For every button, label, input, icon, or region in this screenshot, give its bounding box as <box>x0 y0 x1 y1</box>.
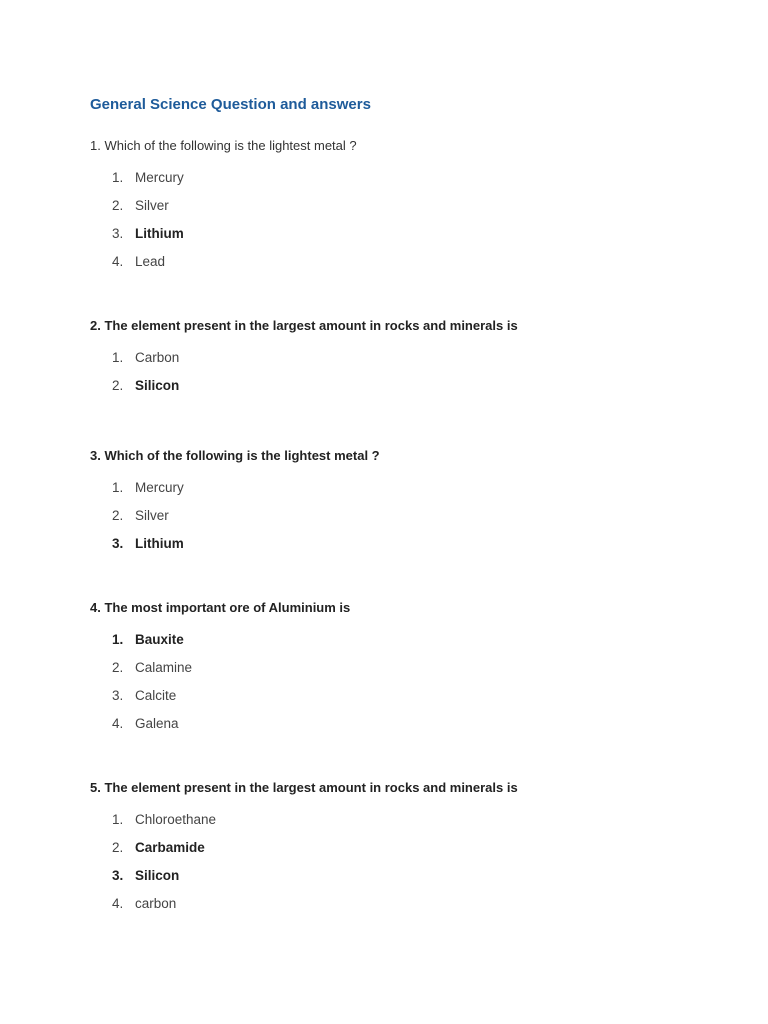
list-item <box>90 688 730 716</box>
option-number: 3. <box>112 688 124 703</box>
option-list <box>90 170 730 282</box>
list-item <box>90 170 730 198</box>
question-text: 3. Which of the following is the lightest metal ? <box>90 448 380 463</box>
option-list <box>90 812 730 924</box>
option-text: Calamine <box>135 660 193 675</box>
question-block <box>90 448 730 564</box>
option-number: 1. <box>112 632 124 647</box>
option-number: 4. <box>112 716 124 731</box>
option-number: 4. <box>112 896 124 911</box>
option-list <box>90 350 730 406</box>
list-item <box>90 632 730 660</box>
option-number: 2. <box>112 508 124 523</box>
option-list <box>90 632 730 744</box>
list-item <box>90 716 730 744</box>
option-text: Lead <box>135 254 166 269</box>
option-text: Carbon <box>135 350 180 365</box>
list-item <box>90 868 730 896</box>
option-number: 1. <box>112 170 124 185</box>
option-text: carbon <box>135 896 177 911</box>
option-number: 2. <box>112 660 124 675</box>
document-page <box>90 94 730 911</box>
list-item <box>90 350 730 378</box>
option-number: 4. <box>112 254 124 269</box>
option-text: Galena <box>135 716 179 731</box>
option-number: 3. <box>112 226 124 241</box>
list-item <box>90 840 730 868</box>
option-number: 3. <box>112 868 124 883</box>
question-block <box>90 780 730 924</box>
question-text: 5. The element present in the largest amount in rocks and minerals is <box>90 780 518 795</box>
question-text: 4. The most important ore of Aluminium is <box>90 600 351 615</box>
option-text: Silicon <box>135 378 180 393</box>
option-text: Mercury <box>135 480 184 495</box>
list-item <box>90 254 730 282</box>
option-number: 2. <box>112 198 124 213</box>
option-text: Silicon <box>135 868 180 883</box>
option-text: Lithium <box>135 226 184 241</box>
question-block <box>90 318 730 406</box>
list-item <box>90 896 730 924</box>
option-number: 1. <box>112 480 124 495</box>
page-title: General Science Question and answers <box>90 96 371 113</box>
question-block <box>90 600 730 744</box>
list-item <box>90 480 730 508</box>
question-block <box>90 138 730 282</box>
option-number: 3. <box>112 536 124 551</box>
option-text: Silver <box>135 508 169 523</box>
option-number: 2. <box>112 378 124 393</box>
option-text: Calcite <box>135 688 177 703</box>
option-text: Mercury <box>135 170 184 185</box>
option-number: 2. <box>112 840 124 855</box>
option-text: Lithium <box>135 536 184 551</box>
option-text: Carbamide <box>135 840 205 855</box>
option-text: Silver <box>135 198 169 213</box>
list-item <box>90 660 730 688</box>
list-item <box>90 378 730 406</box>
option-list <box>90 480 730 564</box>
option-number: 1. <box>112 350 124 365</box>
list-item <box>90 198 730 226</box>
option-number: 1. <box>112 812 124 827</box>
option-text: Bauxite <box>135 632 184 647</box>
list-item <box>90 536 730 564</box>
list-item <box>90 226 730 254</box>
option-text: Chloroethane <box>135 812 217 827</box>
list-item <box>90 508 730 536</box>
question-text: 1. Which of the following is the lightest metal ? <box>90 138 357 153</box>
question-text: 2. The element present in the largest amount in rocks and minerals is <box>90 318 518 333</box>
list-item <box>90 812 730 840</box>
